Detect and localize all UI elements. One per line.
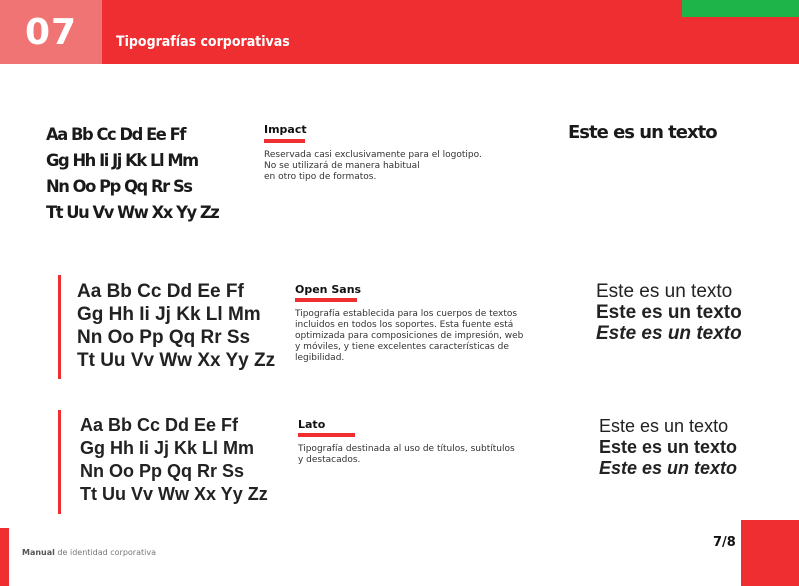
description-line: Tipografía destinada al uso de títulos, subtítulos [298,444,515,454]
alphabet-line: Tt Uu Vv Ww Xx Yy Zz [77,350,276,371]
alphabet-line: Gg Hh Ii Jj Kk Ll Mm [77,304,261,325]
sample-regular: Este es un texto [599,416,729,436]
open-sans-description [295,309,523,364]
page-title: Tipografías corporativas [116,34,290,50]
impact-font-name: Impact [264,123,307,136]
lato-font-name: Lato [298,418,326,431]
alphabet-line: Nn Oo Pp Qq Rr Ss [80,461,245,481]
alphabet-line: Aa Bb Cc Dd Ee Ff [80,415,239,435]
footer-manual-rest: de identidad corporativa [54,548,156,557]
sample-regular: Este es un texto [596,281,733,302]
alphabet-line: Tt Uu Vv Ww Xx Yy Zz [80,484,268,504]
footer-manual-bold: Manual [22,548,55,557]
description-line: legibilidad. [295,353,345,363]
footer-left-bar [0,528,9,586]
section-number: 07 [24,12,78,53]
description-line: Reservada casi exclusivamente para el logotipo. [264,150,482,160]
open-sans-samples [596,281,742,344]
header-bar [0,0,799,64]
description-line: y destacados. [298,455,361,465]
open-sans-name-underline [295,298,357,302]
sample-bold: Este es un texto [596,302,742,323]
open-sans-red-line [58,275,61,379]
section-number-block [0,0,102,64]
lato-name-underline [298,433,355,437]
description-line: y móviles, y tiene excelentes características de [295,342,509,352]
description-line: No se utilizará de manera habitual [264,161,420,171]
sample-italic: Este es un texto [599,458,738,478]
green-accent-bar [682,0,799,17]
alphabet-line: Gg Hh Ii Jj Kk Ll Mm [80,438,255,458]
alphabet-line: Aa Bb Cc Dd Ee Ff [77,281,244,302]
description-line: incluidos en todos los soportes. Esta fuente está [295,320,514,330]
description-line: Tipografía establecida para los cuerpos de textos [295,309,518,319]
description-line: optimizada para composiciones de impresión, web [295,331,524,341]
footer-manual-text [22,548,156,557]
description-line: en otro tipo de formatos. [264,172,377,182]
alphabet-line: Nn Oo Pp Qq Rr Ss [77,327,251,348]
lato-red-line [58,410,61,514]
footer-right-block [741,520,799,586]
sample-bold: Este es un texto [599,437,738,457]
alphabet-line: Nn Oo Pp Qq Rr Ss [46,177,192,197]
lato-alphabet [80,414,268,506]
lato-samples [599,416,737,479]
impact-name-underline [264,139,305,143]
lato-description [298,444,515,466]
alphabet-line: Aa Bb Cc Dd Ee Ff [46,125,186,145]
alphabet-line: Tt Uu Vv Ww Xx Yy Zz [46,203,219,223]
impact-description [264,150,482,183]
impact-alphabet [46,122,218,226]
alphabet-line: Gg Hh Ii Jj Kk Ll Mm [46,151,198,171]
open-sans-font-name: Open Sans [295,283,362,296]
open-sans-alphabet [77,280,275,372]
page-number: 7/8 [713,535,736,550]
impact-sample-text: Este es un texto [568,122,717,143]
sample-italic: Este es un texto [596,323,742,344]
